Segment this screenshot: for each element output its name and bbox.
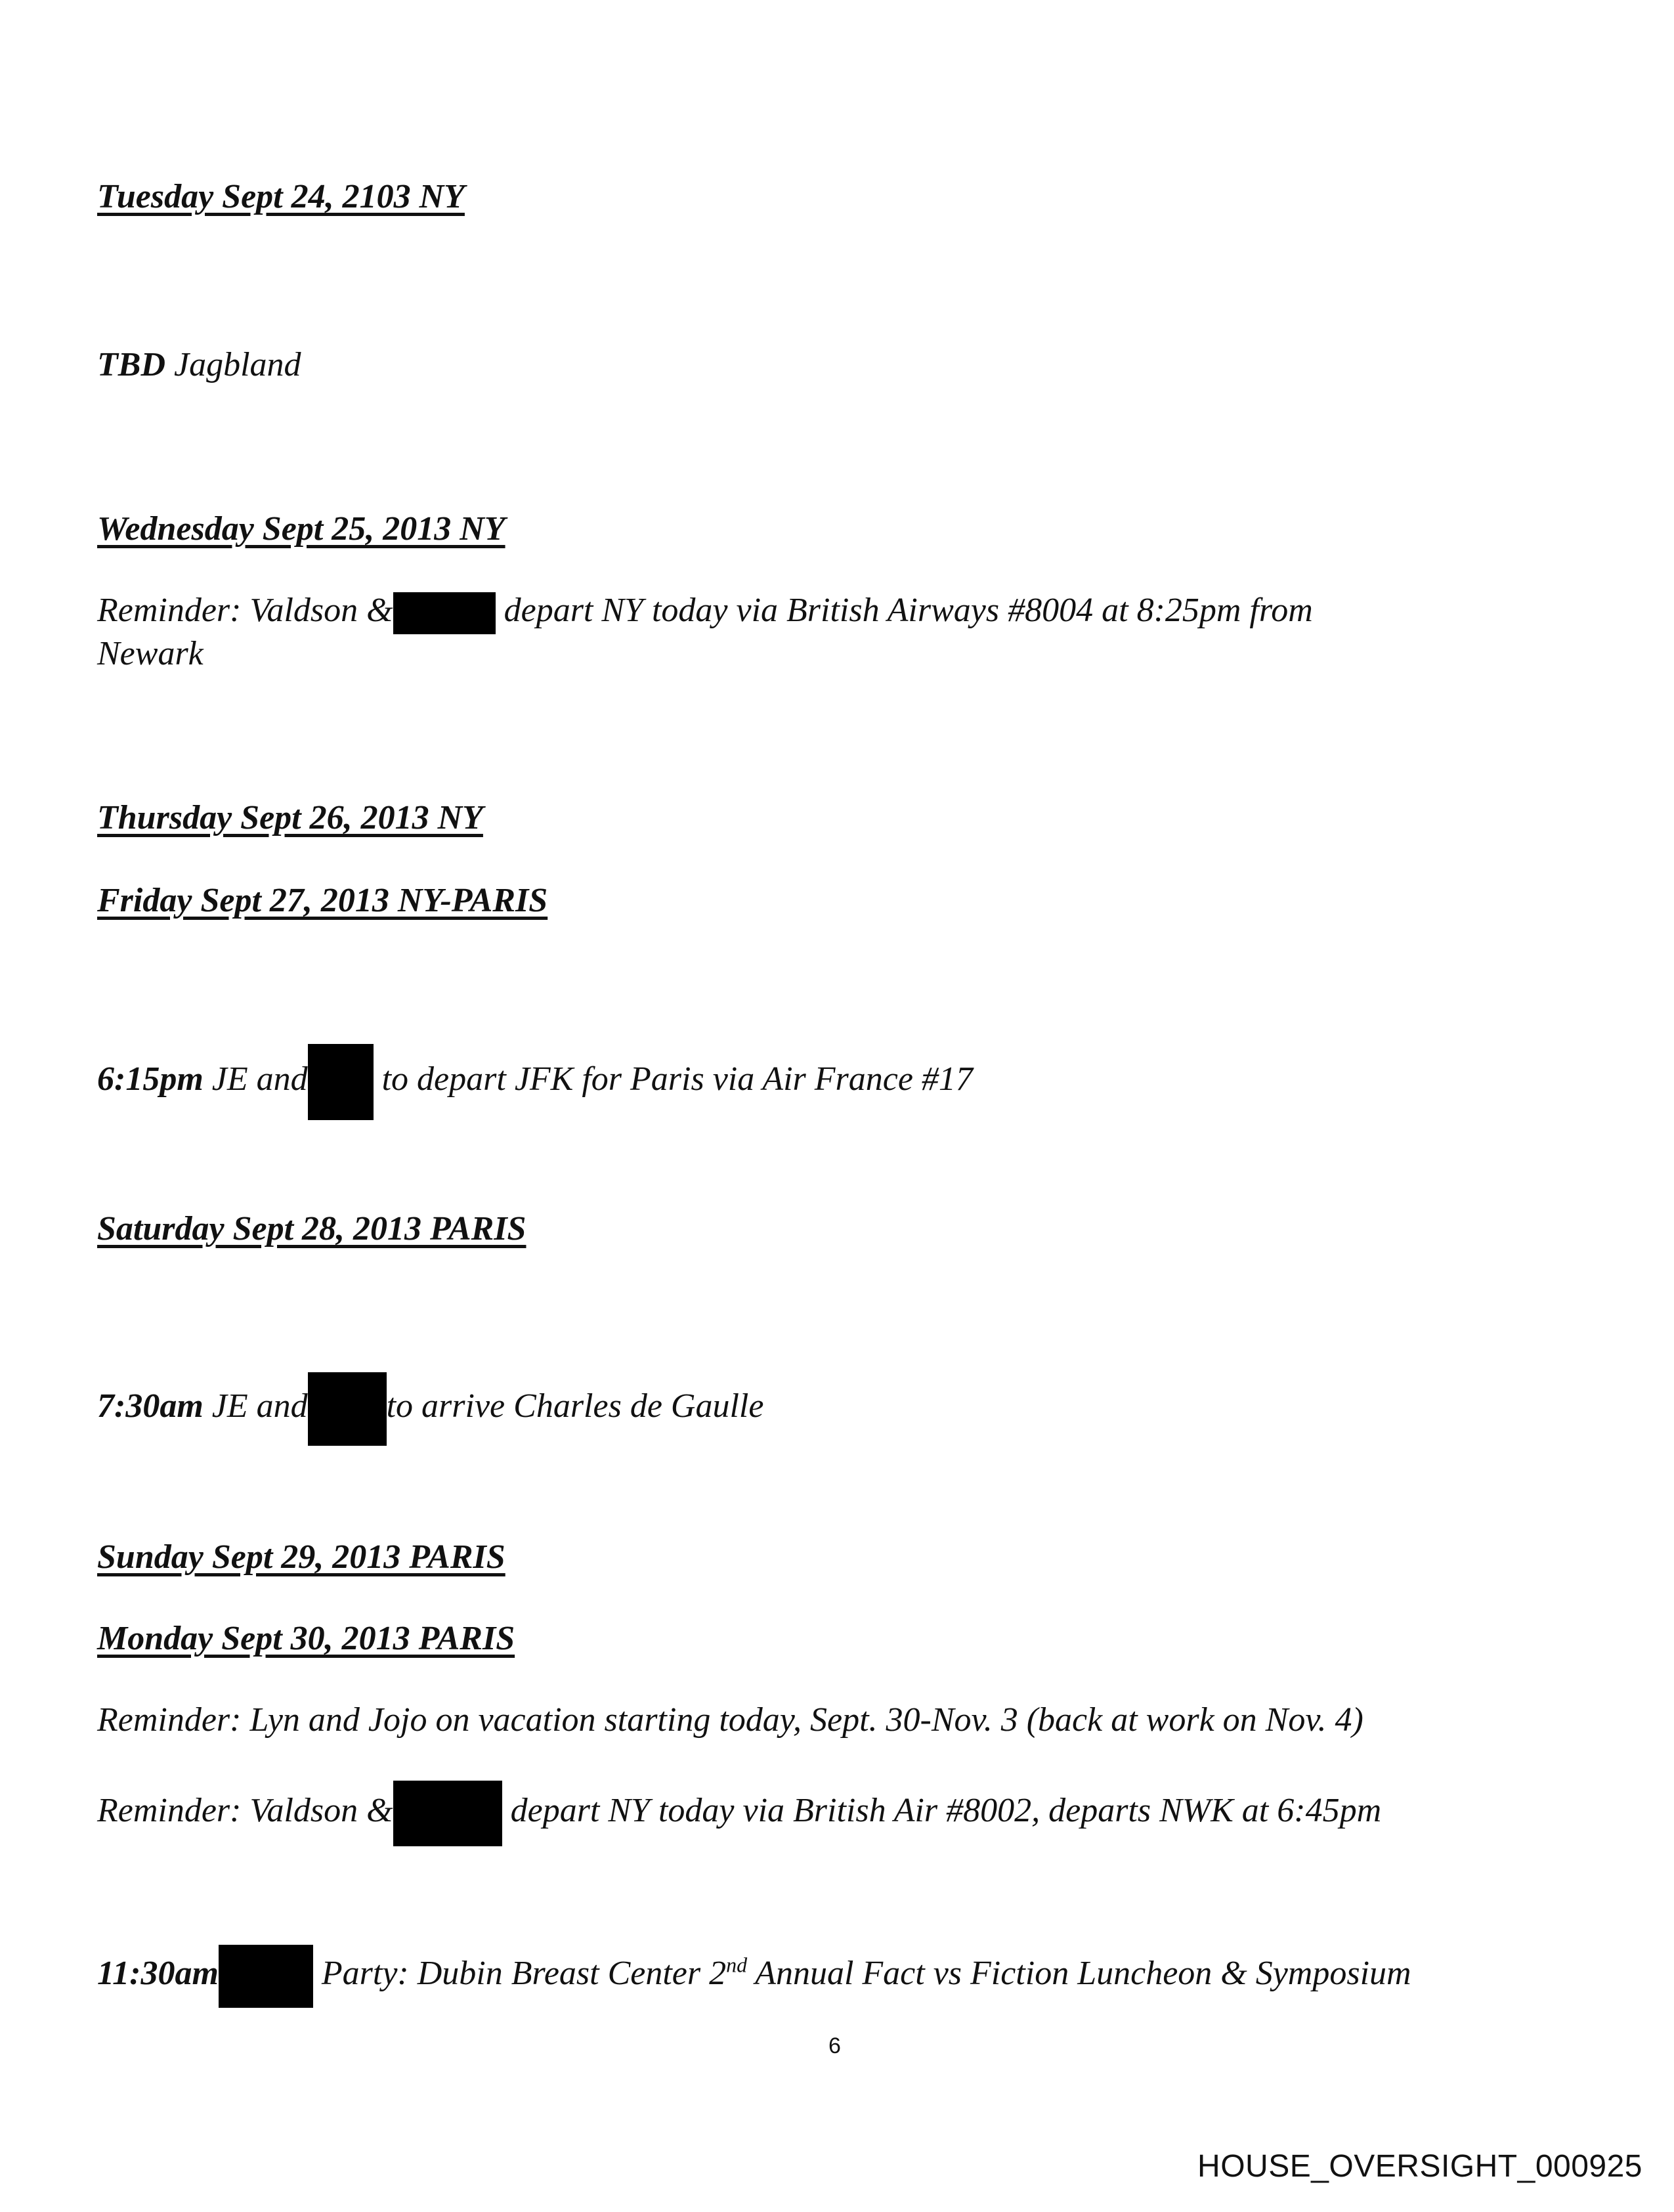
entry-text: JE and — [203, 1060, 308, 1098]
entry-text: Reminder: Valdson & — [97, 592, 393, 629]
day-heading-sunday: Sunday Sept 29, 2013 PARIS — [97, 1538, 505, 1576]
entry-text: depart NY today via British Airways #8004 at 8:25pm from — [495, 592, 1313, 629]
entry-depart-jfk — [97, 1044, 973, 1120]
day-heading-wednesday: Wednesday Sept 25, 2013 NY — [97, 510, 505, 548]
day-heading-saturday: Saturday Sept 28, 2013 PARIS — [97, 1210, 526, 1247]
entry-tbd — [97, 344, 301, 386]
entry-text: Annual Fact vs Fiction Luncheon & Symposium — [747, 1954, 1411, 1992]
entry-luncheon — [97, 1945, 1411, 2008]
day-heading-tuesday: Tuesday Sept 24, 2103 NY — [97, 178, 465, 215]
page-number: 6 — [828, 2033, 841, 2058]
redaction-box — [308, 1044, 374, 1120]
entry-text: Reminder: Valdson & — [97, 1791, 393, 1829]
entry-text: JE and — [203, 1387, 308, 1425]
entry-time: 6:15pm — [97, 1060, 204, 1098]
redaction-box — [308, 1372, 387, 1446]
entry-reminder-valdson-2 — [97, 1781, 1381, 1846]
redaction-box — [219, 1945, 313, 2008]
redaction-box — [393, 592, 496, 634]
entry-reminder-valdson-1 — [97, 590, 1313, 634]
entry-text: to arrive Charles de Gaulle — [386, 1387, 764, 1425]
day-heading-thursday: Thursday Sept 26, 2013 NY — [97, 799, 483, 836]
redaction-box — [393, 1781, 502, 1846]
entry-time: 11:30am — [97, 1954, 219, 1992]
entry-reminder-vacation: Reminder: Lyn and Jojo on vacation starting today, Sept. 30-Nov. 3 (back at work on Nov. 4) — [97, 1701, 1363, 1739]
entry-text: Party: Dubin Breast Center 2 — [312, 1954, 727, 1992]
entry-time: 7:30am — [97, 1387, 204, 1425]
entry-text: depart NY today via British Air #8002, departs NWK at 6:45pm — [502, 1791, 1382, 1829]
entry-time: TBD — [97, 346, 165, 383]
entry-text: Jagbland — [165, 346, 301, 383]
bates-number: HOUSE_OVERSIGHT_000925 — [1197, 2149, 1642, 2184]
day-heading-friday: Friday Sept 27, 2013 NY-PARIS — [97, 882, 548, 919]
day-heading-monday: Monday Sept 30, 2013 PARIS — [97, 1620, 515, 1657]
entry-arrive-cdg — [97, 1372, 763, 1446]
entry-reminder-valdson-1-cont: Newark — [97, 635, 204, 672]
ordinal-suffix: nd — [726, 1953, 748, 1977]
entry-text: to depart JFK for Paris via Air France #17 — [373, 1060, 973, 1098]
